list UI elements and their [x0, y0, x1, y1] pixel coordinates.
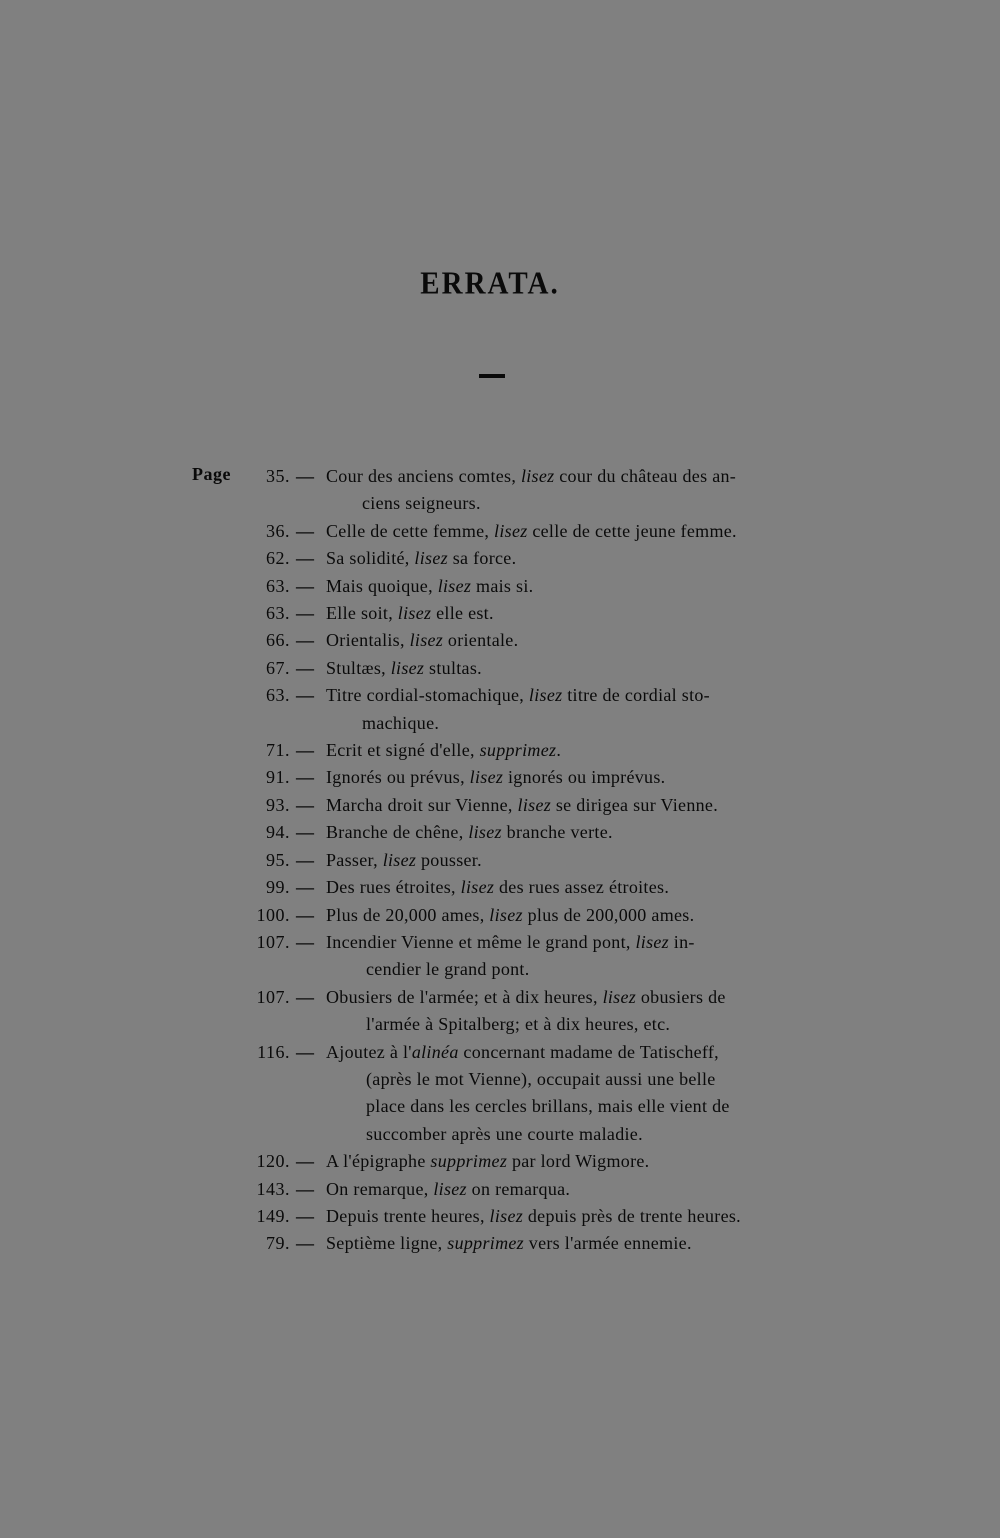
- entry-dash: —: [296, 520, 314, 541]
- continuation-line: l'armée à Spitalberg; et à dix heures, etc.: [366, 1014, 671, 1035]
- entry-dash: —: [296, 685, 314, 706]
- entry-dash: —: [296, 904, 314, 925]
- correction-text: A l'épigraphe supprimez par lord Wigmore.: [326, 1151, 650, 1172]
- correction-text: Passer, lisez pousser.: [326, 849, 482, 870]
- page-number: 120.: [256, 1151, 290, 1172]
- continuation-line: machique.: [362, 712, 440, 733]
- correction-keyword: lisez: [460, 877, 495, 898]
- entry-dash: —: [296, 1205, 314, 1226]
- correction-keyword: lisez: [397, 603, 432, 624]
- correction-keyword: supprimez: [479, 740, 557, 761]
- entry-dash: —: [296, 466, 314, 486]
- entry-dash: —: [296, 1041, 314, 1062]
- errata-entry: [0, 1039, 1000, 1149]
- entry-dash: —: [296, 986, 314, 1007]
- entry-dash: —: [296, 1233, 314, 1254]
- entry-dash: —: [296, 548, 314, 569]
- correction-keyword: alinéa: [411, 1041, 459, 1062]
- errata-entry: [0, 847, 1000, 874]
- errata-entry: [0, 1176, 1000, 1203]
- correction-keyword: lisez: [517, 794, 552, 815]
- correction-text: Des rues étroites, lisez des rues assez étroites.: [326, 877, 670, 898]
- correction-keyword: lisez: [528, 685, 563, 706]
- entry-dash: —: [296, 1178, 314, 1199]
- entry-dash: —: [296, 822, 314, 843]
- page-number: 93.: [266, 794, 290, 815]
- errata-entry: [0, 764, 1000, 791]
- page-number: 79.: [266, 1233, 290, 1254]
- entry-dash: —: [296, 1151, 314, 1172]
- page-number: 67.: [266, 657, 290, 678]
- page-label: Page: [192, 464, 231, 484]
- correction-keyword: supprimez: [430, 1151, 508, 1172]
- page-number: 107.: [256, 986, 290, 1007]
- correction-keyword: lisez: [489, 1205, 524, 1226]
- correction-keyword: supprimez: [447, 1233, 524, 1254]
- errata-entry: [0, 545, 1000, 572]
- continuation-line: cendier le grand pont.: [366, 959, 530, 980]
- page-number: 107.: [256, 931, 290, 952]
- correction-keyword: lisez: [468, 822, 502, 843]
- correction-text: Ajoutez à l'alinéa concernant madame de Tatischeff, (après le mot Vienne), occupait aussi une belle place dans les cercles brillans, mais elle vient de succomber après une courte maladie.: [326, 1039, 806, 1149]
- errata-entry: [0, 874, 1000, 901]
- page-number: 91.: [266, 767, 290, 788]
- correction-text: Septième ligne, supprimez vers l'armée ennemie.: [326, 1233, 692, 1254]
- errata-entry: [0, 463, 1000, 518]
- errata-entry: [0, 902, 1000, 929]
- correction-text: Mais quoique, lisez mais si.: [326, 575, 534, 596]
- correction-text: Obusiers de l'armée; et à dix heures, lisez obusiers de l'armée à Spitalberg; et à dix heures, etc.: [326, 984, 806, 1039]
- title-rule: [479, 374, 505, 378]
- errata-entry: [0, 737, 1000, 764]
- correction-keyword: lisez: [520, 466, 555, 486]
- correction-keyword: lisez: [635, 931, 669, 952]
- entry-dash: —: [296, 931, 314, 952]
- errata-title: ERRATA.: [420, 266, 560, 302]
- entry-dash: —: [296, 603, 314, 624]
- entry-dash: —: [296, 794, 314, 815]
- page-number: 35.: [266, 466, 290, 486]
- entry-dash: —: [296, 767, 314, 788]
- correction-keyword: lisez: [390, 657, 425, 678]
- errata-list: [0, 463, 1000, 1258]
- correction-text: Plus de 20,000 ames, lisez plus de 200,000 ames.: [326, 904, 695, 925]
- entry-dash: —: [296, 740, 314, 761]
- page-number: 36.: [266, 520, 290, 541]
- errata-entry: [0, 819, 1000, 846]
- correction-keyword: lisez: [433, 1178, 467, 1199]
- errata-entry: [0, 1203, 1000, 1230]
- errata-entry: [0, 682, 1000, 737]
- correction-keyword: lisez: [602, 986, 637, 1007]
- errata-entry: [0, 600, 1000, 627]
- page-number: 62.: [266, 548, 290, 569]
- correction-text: Orientalis, lisez orientale.: [326, 630, 519, 651]
- correction-text: Incendier Vienne et même le grand pont, lisez in- cendier le grand pont.: [326, 929, 806, 984]
- page-number: 63.: [266, 685, 290, 706]
- correction-text: Sa solidité, lisez sa force.: [326, 548, 517, 569]
- errata-entry: [0, 984, 1000, 1039]
- errata-entry: [0, 655, 1000, 682]
- entry-dash: —: [296, 877, 314, 898]
- errata-entry: [0, 929, 1000, 984]
- page-number: 100.: [256, 904, 290, 925]
- page-number: 63.: [266, 575, 290, 596]
- entry-dash: —: [296, 630, 314, 651]
- page-number: 149.: [256, 1205, 290, 1226]
- page-number: 143.: [256, 1178, 290, 1199]
- continuation-line: (après le mot Vienne), occupait aussi une belle: [366, 1068, 716, 1089]
- correction-text: On remarque, lisez on remarqua.: [326, 1178, 571, 1199]
- page-number: 94.: [266, 822, 290, 843]
- correction-text: Depuis trente heures, lisez depuis près de trente heures.: [326, 1205, 741, 1226]
- page-number: 116.: [257, 1041, 290, 1062]
- correction-keyword: lisez: [489, 904, 523, 925]
- correction-text: Branche de chêne, lisez branche verte.: [326, 822, 613, 843]
- errata-entry: [0, 518, 1000, 545]
- correction-keyword: lisez: [414, 548, 448, 569]
- entry-dash: —: [296, 849, 314, 870]
- correction-text: Stultæs, lisez stultas.: [326, 657, 482, 678]
- page-number: 99.: [266, 877, 290, 898]
- correction-text: Marcha droit sur Vienne, lisez se dirigea sur Vienne.: [326, 794, 719, 815]
- continuation-line: succomber après une courte maladie.: [366, 1123, 643, 1144]
- errata-entry: [0, 792, 1000, 819]
- page-number: 63.: [266, 603, 290, 624]
- correction-keyword: lisez: [469, 767, 504, 788]
- continuation-line: ciens seigneurs.: [362, 493, 481, 514]
- errata-entry: [0, 1148, 1000, 1175]
- correction-keyword: lisez: [409, 630, 444, 651]
- errata-entry: [0, 573, 1000, 600]
- entry-dash: —: [296, 575, 314, 596]
- entry-dash: —: [296, 657, 314, 678]
- correction-text: Cour des anciens comtes, lisez cour du château des an- ciens seigneurs.: [326, 463, 806, 518]
- page-number: 71.: [266, 740, 290, 761]
- continuation-line: place dans les cercles brillans, mais elle vient de: [366, 1096, 730, 1117]
- correction-text: Celle de cette femme, lisez celle de cette jeune femme.: [326, 520, 737, 541]
- correction-text: Elle soit, lisez elle est.: [326, 603, 494, 624]
- correction-text: Ecrit et signé d'elle, supprimez.: [326, 740, 562, 761]
- page-number: 95.: [266, 849, 290, 870]
- page-number: 66.: [266, 630, 290, 651]
- correction-text: Titre cordial-stomachique, lisez titre de cordial sto- machique.: [326, 682, 806, 737]
- correction-keyword: lisez: [382, 849, 417, 870]
- correction-keyword: lisez: [494, 520, 528, 541]
- correction-text: Ignorés ou prévus, lisez ignorés ou imprévus.: [326, 767, 666, 788]
- errata-entry: [0, 1230, 1000, 1257]
- errata-entry: [0, 627, 1000, 654]
- correction-keyword: lisez: [437, 575, 472, 596]
